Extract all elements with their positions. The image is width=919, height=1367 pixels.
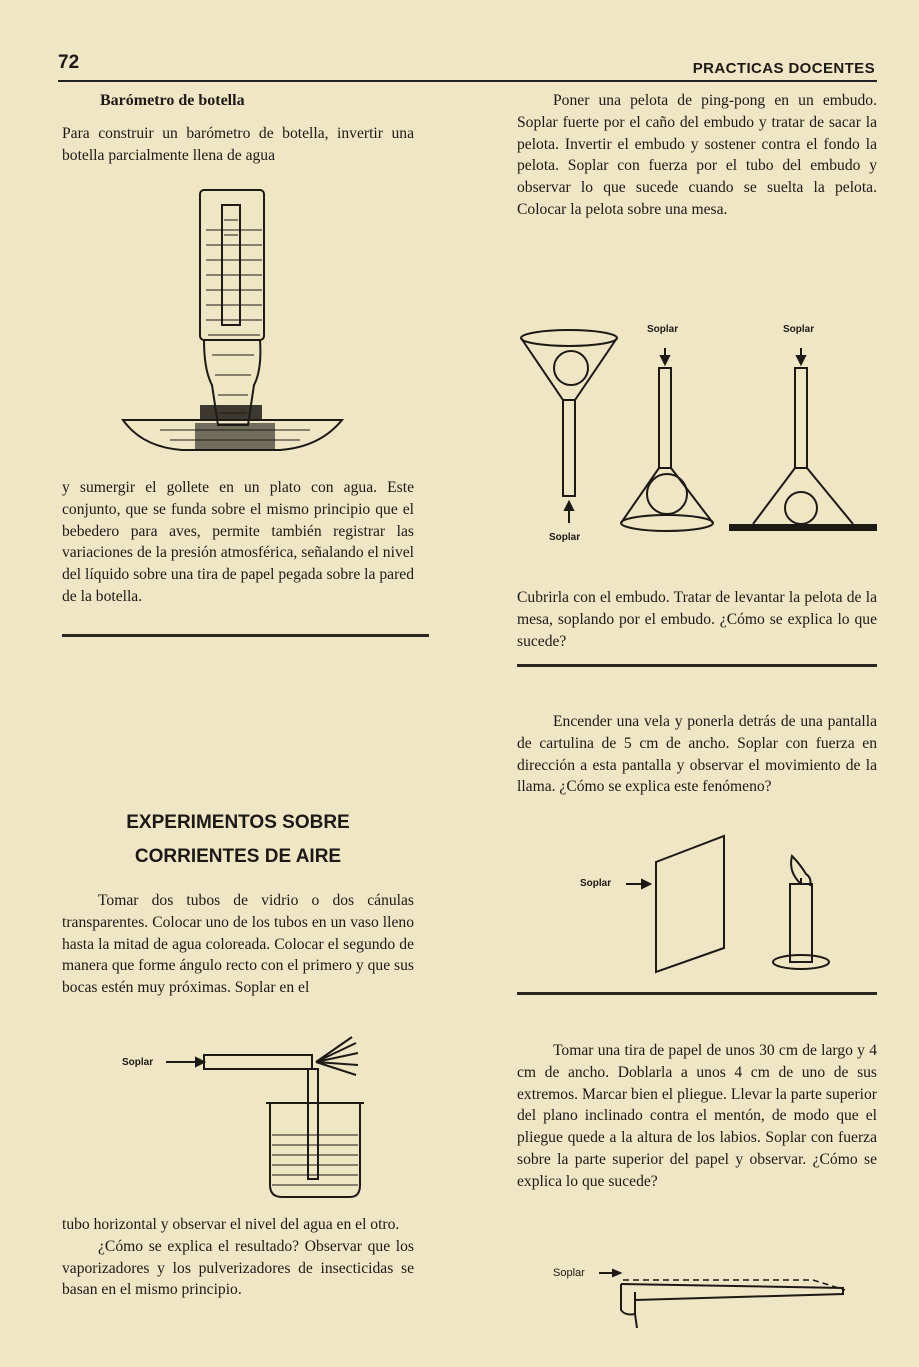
tubes-text-1-block <box>62 890 414 999</box>
barometer-text-1: Para construir un barómetro de botella, invertir una botella parcialmente llena de agua <box>62 125 414 164</box>
tubes-illustration <box>120 1035 365 1205</box>
left-rule-1 <box>62 634 429 637</box>
funnel-blow-label-right: Soplar <box>783 324 815 335</box>
page-number: 72 <box>58 52 80 73</box>
right-rule-2 <box>517 992 877 995</box>
section-title-line-1: EXPERIMENTOS SOBRE <box>126 812 350 833</box>
header-rule <box>58 80 877 82</box>
tubes-text-2: tubo horizontal y observar el nivel del agua en el otro. <box>62 1216 400 1233</box>
candle-text-block <box>517 711 877 798</box>
funnel-text-1: Poner una pelota de ping-pong en un embudo. Soplar fuerte por el caño del embudo y tratar de sacar la pelota. Invertir el embudo y sostener contra el fondo la pelota. Soplar con fuerza por el tubo del embudo y observar lo que sucede cuando se suelta la pelota. Colocar la pelota sobre una mesa. <box>517 92 877 218</box>
barometer-title: Barómetro de botella <box>100 92 245 109</box>
tubes-blow-label: Soplar <box>122 1057 154 1068</box>
paper-strip-illustration <box>553 1262 853 1337</box>
candle-illustration <box>580 832 830 982</box>
paper-text-block <box>517 1040 877 1193</box>
funnel-illustration <box>517 318 879 548</box>
section-title-line-2: CORRIENTES DE AIRE <box>134 846 342 867</box>
tubes-text-3: ¿Cómo se explica el resultado? Observar que los vaporizadores y los pulverizadores de insecticidas se basan en el mismo principio. <box>62 1237 414 1299</box>
funnel-blow-label-bottom: Soplar <box>549 532 581 543</box>
paper-blow-label: Soplar <box>553 1267 585 1279</box>
running-head: PRACTICAS DOCENTES <box>692 60 875 77</box>
tubes-text-2-block <box>62 1214 414 1301</box>
funnel-text-2: Cubrirla con el embudo. Tratar de levantar la pelota de la mesa, soplando por el embudo. ¿Cómo se explica lo que sucede? <box>517 589 877 650</box>
funnel-text-2-block <box>517 587 877 652</box>
paper-text: Tomar una tira de papel de unos 30 cm de largo y 4 cm de ancho. Doblarla a unos 4 cm de uno de sus extremos. Marcar bien el pliegue. Llevar la parte superior del plano inclinado contra el mentón, de modo que el pliegue quede a la altura de los labios. Soplar con fuerza sobre la parte superior del papel y observar. ¿Cómo se explica lo que sucede? <box>517 1042 877 1190</box>
barometer-text-2-block <box>62 477 414 608</box>
tubes-text-1: Tomar dos tubos de vidrio o dos cánulas transparentes. Colocar uno de los tubos en un vaso lleno hasta la mitad de agua coloreada. Colocar el segundo de manera que forme ángulo recto con el primero y que sus bocas estén muy próximas. Soplar en el <box>62 892 414 997</box>
funnel-blow-label-middle: Soplar <box>647 324 679 335</box>
barometer-text-2: y sumergir el gollete en un plato con agua. Este conjunto, que se funda sobre el mismo principio que el bebedero para aves, permite también registrar las variaciones de la presión atmosférica, señalando el nivel del líquido sobre una tira de papel pegada sobre la pared de la botella. <box>62 479 414 605</box>
bottle-barometer-illustration <box>120 185 350 465</box>
funnel-text-1-block <box>517 90 877 221</box>
candle-text: Encender una vela y ponerla detrás de una pantalla de cartulina de 5 cm de ancho. Soplar con fuerza en dirección a esta pantalla y observar el movimiento de la llama. ¿Cómo se explica este fenómeno? <box>517 713 877 796</box>
barometer-text-1-block <box>62 123 414 167</box>
right-rule-1 <box>517 664 877 667</box>
candle-blow-label: Soplar <box>580 878 612 889</box>
